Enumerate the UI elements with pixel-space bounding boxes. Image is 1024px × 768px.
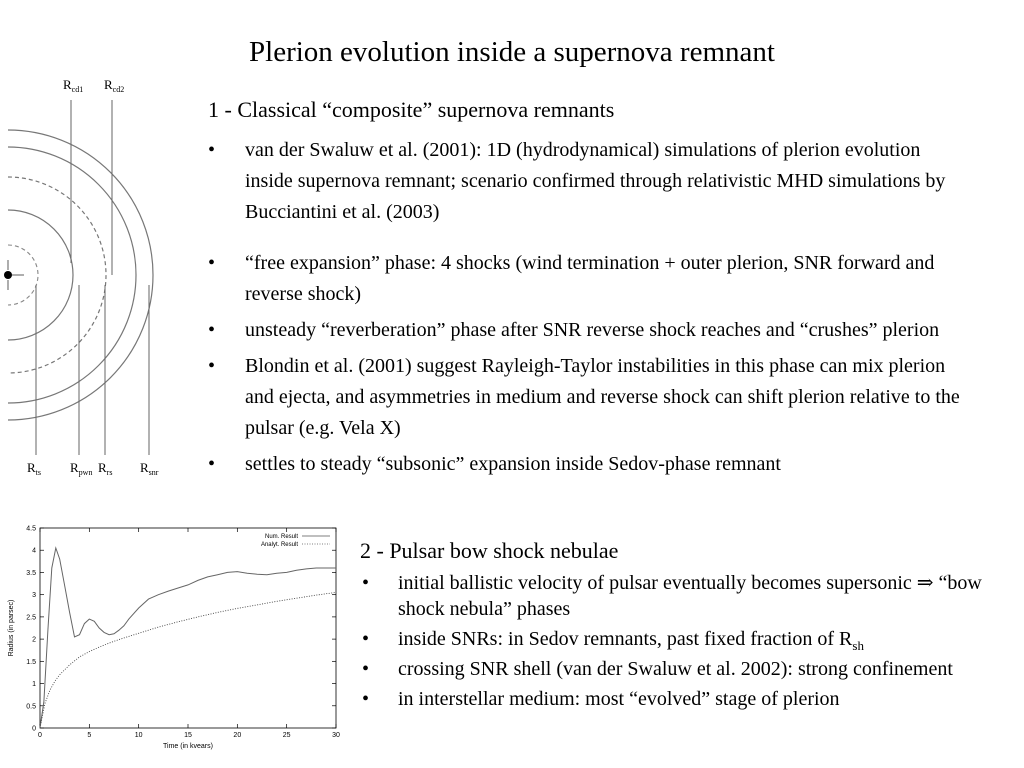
y-tick-label: 2 bbox=[32, 636, 36, 644]
list-item: • Blondin et al. (2001) suggest Rayleigh-Taylor instabilities in this phase can mix plerion and ejecta, and asymmetries in medium and reverse shock can shift plerion relative to the pulsar (e.g. Vela X) bbox=[208, 351, 968, 444]
section2-bullet-list bbox=[362, 570, 1017, 716]
x-tick-label: 25 bbox=[282, 732, 291, 739]
slide-title: Plerion evolution inside a supernova remnant bbox=[249, 36, 775, 68]
label-rpwn: $R_{pwn}$ bbox=[70, 460, 93, 477]
bullet-dot: • bbox=[208, 355, 216, 377]
y-tick-label: 0.5 bbox=[26, 703, 36, 711]
section1-heading: 1 - Classical “composite” supernova remnants bbox=[208, 97, 615, 122]
shock-radii-diagram bbox=[0, 70, 190, 490]
series-line-1 bbox=[40, 592, 336, 728]
x-tick-label: 10 bbox=[134, 732, 143, 739]
list-item: • inside SNRs: in Sedov remnants, past fixed fraction of $R_{sh}$ bbox=[362, 628, 864, 653]
x-tick-label: 30 bbox=[332, 732, 340, 739]
list-item: • initial ballistic velocity of pulsar eventually becomes supersonic ⇒ “bow shock nebula” phases bbox=[362, 572, 982, 620]
legend-label: Num. Result bbox=[264, 534, 298, 540]
label-rcd1: $R_{cd1}$ bbox=[63, 77, 84, 94]
y-tick-label: 3.5 bbox=[26, 569, 36, 577]
x-axis-label: Time (in kvears) bbox=[163, 743, 213, 750]
series-line-0 bbox=[40, 548, 336, 728]
forward-shock-arc bbox=[8, 130, 153, 420]
y-tick-label: 1.5 bbox=[26, 658, 36, 666]
bullet-dot: • bbox=[208, 139, 216, 161]
list-item: • settles to steady “subsonic” expansion inside Sedov-phase remnant bbox=[208, 449, 968, 480]
list-item: • van der Swaluw et al. (2001): 1D (hydrodynamical) simulations of plerion evolution inside supernova remnant; scenario confirmed through relativistic MHD simulations by Bucciantini et al. (2003) bbox=[208, 135, 968, 228]
bullet-dot: • bbox=[362, 572, 370, 594]
reverse-shock-arc bbox=[8, 147, 136, 403]
y-tick-label: 4.5 bbox=[26, 525, 36, 533]
list-item: • unsteady “reverberation” phase after SNR reverse shock reaches and “crushes” plerion bbox=[208, 315, 968, 346]
y-tick-label: 0 bbox=[32, 725, 36, 733]
bullet-dot: • bbox=[362, 688, 370, 710]
implies-arrow-icon: ⇒ bbox=[916, 572, 934, 594]
y-tick-label: 4 bbox=[32, 547, 36, 555]
y-tick-label: 1 bbox=[32, 681, 36, 689]
pulsar-dot bbox=[4, 271, 12, 279]
list-item: • crossing SNR shell (van der Swaluw et al. 2002): strong confinement bbox=[362, 658, 953, 680]
section1-bullet-list bbox=[208, 135, 968, 485]
legend-label: Analyt. Result bbox=[260, 542, 298, 548]
section2-heading: 2 - Pulsar bow shock nebulae bbox=[360, 538, 619, 563]
radius-vs-time-plot bbox=[0, 518, 345, 758]
y-tick-label: 2.5 bbox=[26, 614, 36, 622]
list-item: • “free expansion” phase: 4 shocks (wind termination + outer plerion, SNR forward and reverse shock) bbox=[208, 248, 968, 310]
bullet-dot: • bbox=[208, 319, 216, 341]
bullet-dot: • bbox=[362, 658, 370, 680]
bullet-dot: • bbox=[208, 453, 216, 475]
y-axis-label: Radius (in parsec) bbox=[8, 599, 15, 657]
x-tick-label: 0 bbox=[38, 732, 42, 739]
label-rsnr: $R_{snr}$ bbox=[140, 460, 159, 477]
x-tick-label: 5 bbox=[87, 732, 92, 739]
x-tick-label: 15 bbox=[184, 732, 192, 739]
label-rts: $R_{ts}$ bbox=[27, 460, 42, 477]
list-item: • in interstellar medium: most “evolved” stage of plerion bbox=[362, 688, 840, 710]
y-tick-label: 3 bbox=[32, 592, 36, 600]
x-tick-label: 20 bbox=[233, 732, 242, 739]
bullet-dot: • bbox=[208, 252, 216, 274]
bullet-dot: • bbox=[362, 628, 370, 650]
plot-frame bbox=[40, 528, 336, 728]
label-rcd2: $R_{cd2}$ bbox=[104, 77, 125, 94]
label-rrs: $R_{rs}$ bbox=[98, 460, 113, 477]
